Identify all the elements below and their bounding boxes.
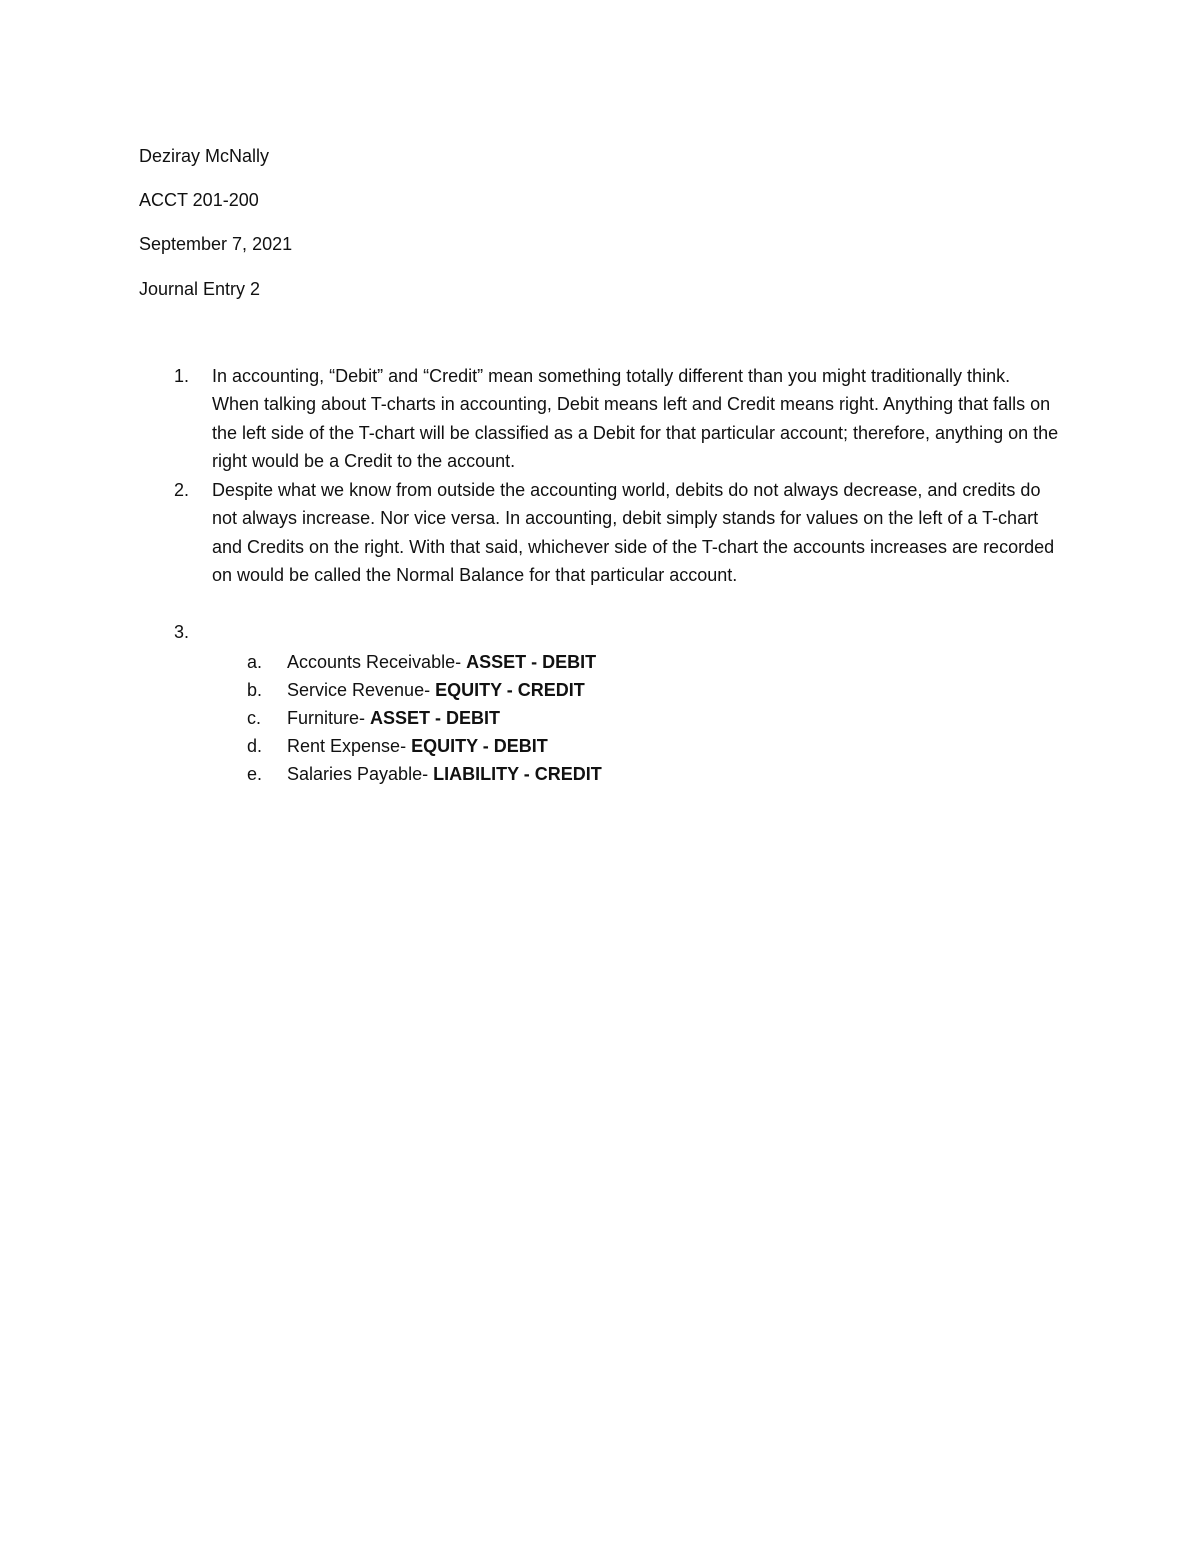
sublist-item-e bbox=[247, 760, 602, 788]
sublist-answer: EQUITY - DEBIT bbox=[411, 736, 548, 756]
list-item-1 bbox=[174, 362, 1074, 476]
sublist-marker: d. bbox=[247, 736, 263, 756]
sublist-label: Service Revenue- bbox=[287, 680, 436, 700]
sublist-label: Rent Expense- bbox=[287, 736, 412, 756]
sublist-label: Accounts Receivable- bbox=[287, 652, 467, 672]
list-text-1: In accounting, “Debit” and “Credit” mean something totally different than you might traditionally think. When talking about T-charts in accounting, Debit means left and Credit means right. Anything that falls on the left side of the T-chart will be classified as a Debit for that particular account; therefore, anything on the right would be a Credit to the account. bbox=[212, 366, 1059, 472]
sublist-marker: c. bbox=[247, 708, 262, 728]
sublist-item-a bbox=[247, 648, 596, 676]
sublist-answer: ASSET - DEBIT bbox=[370, 708, 501, 728]
sublist-marker: e. bbox=[247, 764, 263, 784]
document-title: Journal Entry 2 bbox=[139, 279, 261, 299]
sublist-answer: EQUITY - CREDIT bbox=[435, 680, 585, 700]
sublist-label: Furniture- bbox=[287, 708, 371, 728]
list-marker-3: 3. bbox=[174, 622, 190, 642]
list-text-2: Despite what we know from outside the accounting world, debits do not always decrease, and credits do not always increase. Nor vice versa. In accounting, debit simply stands for values on the left of a T-chart and Credits on the right. With that said, whichever side of the T-chart the accounts increases are recorded on would be called the Normal Balance for that particular account. bbox=[212, 480, 1055, 586]
document-date: September 7, 2021 bbox=[139, 234, 293, 254]
sublist-answer: ASSET - DEBIT bbox=[466, 652, 597, 672]
sublist-item-d bbox=[247, 732, 548, 760]
sublist-answer: LIABILITY - CREDIT bbox=[433, 764, 602, 784]
list-marker-2: 2. bbox=[174, 480, 190, 500]
author-name: Deziray McNally bbox=[139, 146, 270, 166]
sublist-item-c bbox=[247, 704, 500, 732]
list-item-2 bbox=[174, 476, 1074, 590]
sublist-marker: b. bbox=[247, 680, 263, 700]
course-code: ACCT 201-200 bbox=[139, 190, 259, 210]
sublist-item-b bbox=[247, 676, 585, 704]
sublist-marker: a. bbox=[247, 652, 263, 672]
list-marker-1: 1. bbox=[174, 366, 190, 386]
sublist-label: Salaries Payable- bbox=[287, 764, 434, 784]
